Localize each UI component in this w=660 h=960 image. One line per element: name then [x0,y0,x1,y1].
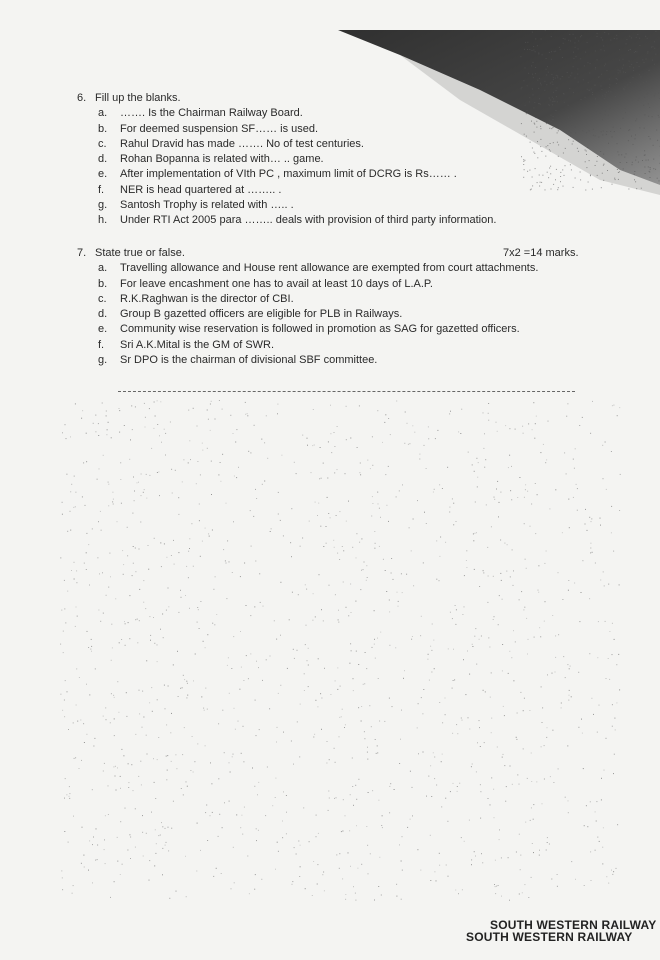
question-title: Fill up the blanks. [95,92,181,104]
question-title: State true or false. [95,247,185,259]
list-item: a. ……. Is the Chairman Railway Board. [98,107,303,120]
list-item: g. Sr DPO is the chairman of divisional SBF committee. [98,354,378,367]
list-item: a. Travelling allowance and House rent allowance are exempted from court attachments. [98,262,539,275]
list-item: d. Group B gazetted officers are eligible for PLB in Railways. [98,308,403,321]
list-item: e. After implementation of VIth PC , maximum limit of DCRG is Rs…… . [98,168,457,181]
list-item: c. R.K.Raghwan is the director of CBI. [98,292,294,305]
list-item: g. Santosh Trophy is related with ….. . [98,199,294,212]
list-item: c. Rahul Dravid has made ……. No of test centuries. [98,137,364,150]
list-item: h. Under RTI Act 2005 para …….. deals with provision of third party information. [98,214,497,227]
list-item: e. Community wise reservation is followed in promotion as SAG for gazetted officers. [98,323,520,336]
dashed-divider [118,391,575,392]
marks-label: 7x2 =14 marks. [503,247,579,259]
question-items [77,106,597,228]
footer-stamp: SOUTH WESTERN RAILWAY [466,930,633,944]
question-7 [77,246,597,368]
question-items [77,261,597,368]
list-item: f. NER is head quartered at …….. . [98,183,282,196]
footer-stamp: SOUTH WESTERN RAILWAY [490,918,657,932]
list-item: b. For deemed suspension SF…… is used. [98,122,319,135]
question-number: 6. [77,92,87,104]
list-item: d. Rohan Bopanna is related with… .. game. [98,153,324,166]
question-6 [77,91,597,229]
list-item: b. For leave encashment one has to avail at least 10 days of L.A.P. [98,277,433,290]
question-number: 7. [77,247,87,259]
list-item: f. Sri A.K.Mital is the GM of SWR. [98,338,275,351]
